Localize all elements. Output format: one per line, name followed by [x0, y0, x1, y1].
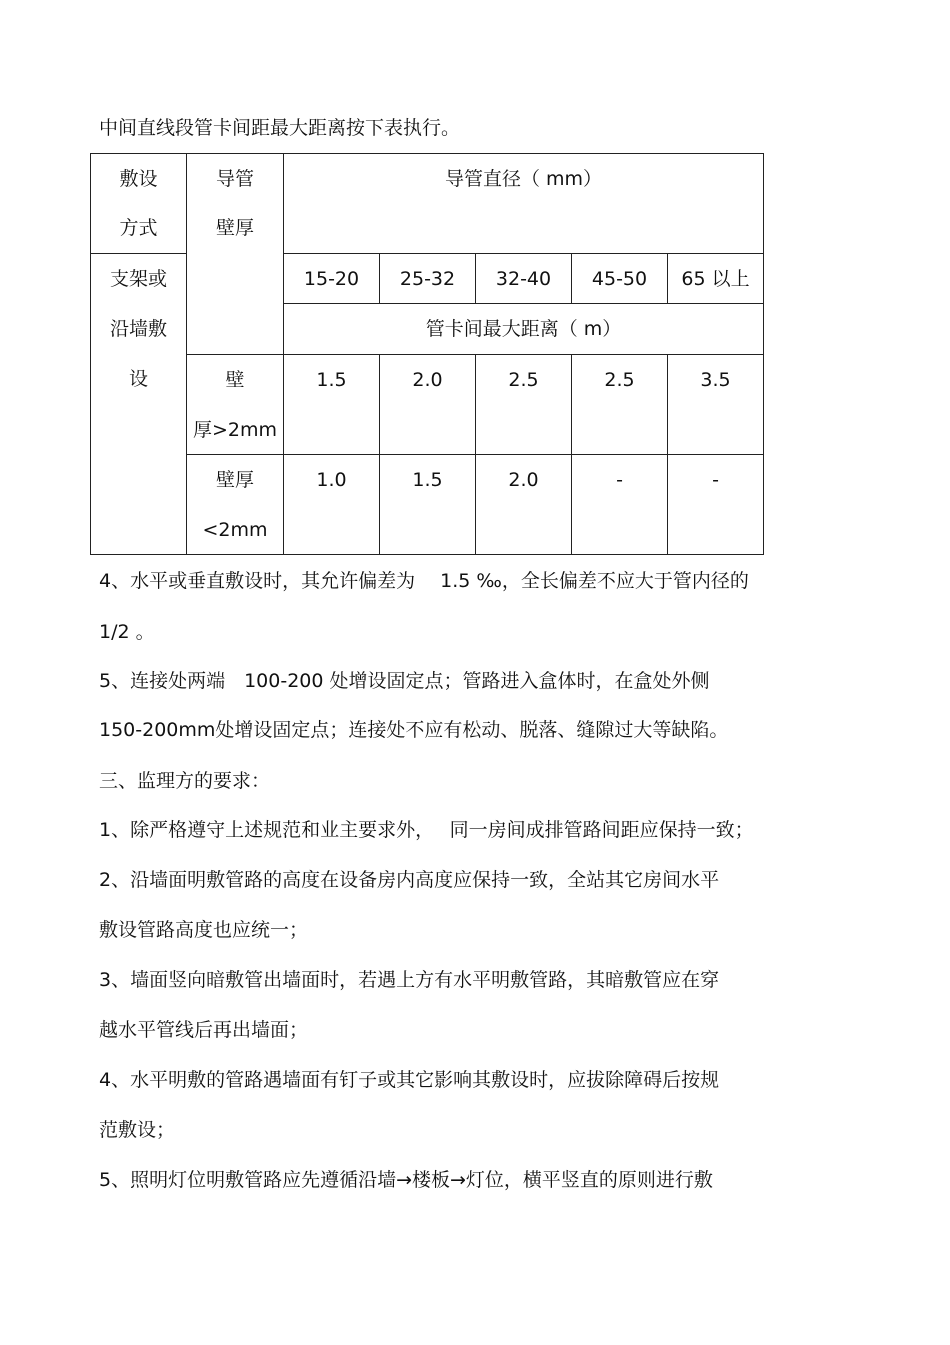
paragraph-line: 1/2 。 — [99, 621, 155, 643]
value-lt2-65-plus: - — [712, 469, 719, 491]
value-cell — [668, 455, 764, 555]
paragraph-line: 4、水平明敷的管路遇墙面有钉子或其它影响其敷设时，应拔除障碍后按规 — [99, 1069, 720, 1091]
header-diameter-text: 导管直径（ mm） — [444, 168, 603, 190]
paragraph-line: 150-200mm处增设固定点；连接处不应有松动、脱落、缝隙过大等缺陷。 — [99, 719, 729, 741]
value-cell — [572, 355, 668, 455]
value-cell — [668, 355, 764, 455]
value-cell — [476, 355, 572, 455]
header-thickness-line2: 壁厚 — [215, 217, 254, 239]
value-gt2-25-32: 2.0 — [412, 369, 443, 391]
paragraph-line: 2、沿墙面明敷管路的高度在设备房内高度应保持一致，全站其它房间水平 — [99, 869, 720, 891]
spacing-header-cell — [284, 304, 764, 355]
method-line2: 沿墙敷 — [109, 318, 167, 340]
paragraph-line: 5、连接处两端 100-200 处增设固定点；管路进入盒体时，在盒处外侧 — [99, 670, 710, 692]
diameter-cell — [284, 254, 380, 304]
value-gt2-15-20: 1.5 — [316, 369, 347, 391]
paragraph-line: 敷设管路高度也应统一； — [99, 919, 309, 941]
header-thickness-line1: 导管 — [215, 168, 254, 190]
thickness-lt2-line1: 壁厚 — [215, 469, 254, 491]
paragraph-line: 范敷设； — [99, 1119, 176, 1141]
value-cell — [380, 355, 476, 455]
thickness-lt2-line2: <2mm — [202, 519, 268, 541]
diameter-cell — [572, 254, 668, 304]
diameter-15-20: 15-20 — [303, 268, 360, 290]
spacing-header-text: 管卡间最大距离（ m） — [425, 318, 622, 340]
header-method-line2: 方式 — [119, 217, 158, 239]
paragraph-line: 越水平管线后再出墙面； — [99, 1019, 309, 1041]
intro-text: 中间直线段管卡间距最大距离按下表执行。 — [99, 117, 461, 139]
value-cell — [572, 455, 668, 555]
diameter-45-50: 45-50 — [591, 268, 648, 290]
value-cell — [284, 455, 380, 555]
diameter-65-plus: 65 以上 — [681, 268, 750, 290]
value-cell — [380, 455, 476, 555]
value-lt2-32-40: 2.0 — [508, 469, 539, 491]
value-lt2-25-32: 1.5 — [412, 469, 443, 491]
diameter-cell — [668, 254, 764, 304]
diameter-cell — [380, 254, 476, 304]
diameter-cell — [476, 254, 572, 304]
conduit-clip-spacing-table — [90, 153, 764, 555]
paragraph-line: 4、水平或垂直敷设时，其允许偏差为 1.5 ‰，全长偏差不应大于管内径的 — [99, 570, 749, 592]
diameter-25-32: 25-32 — [399, 268, 456, 290]
value-gt2-45-50: 2.5 — [604, 369, 635, 391]
thickness-lt2-cell — [187, 455, 284, 555]
paragraph-line: 3、墙面竖向暗敷管出墙面时，若遇上方有水平明敷管路，其暗敷管应在穿 — [99, 969, 720, 991]
value-cell — [284, 355, 380, 455]
method-line3: 设 — [128, 368, 148, 390]
value-gt2-32-40: 2.5 — [508, 369, 539, 391]
header-wall-thickness — [187, 154, 284, 355]
value-gt2-65-plus: 3.5 — [700, 369, 731, 391]
header-installation-method — [91, 154, 187, 254]
thickness-gt2-line2: 厚>2mm — [192, 419, 278, 441]
paragraph-line: 5、照明灯位明敷管路应先遵循沿墙→楼板→灯位，横平竖直的原则进行敷 — [99, 1169, 713, 1191]
method-line1: 支架或 — [109, 268, 167, 290]
value-lt2-45-50: - — [616, 469, 623, 491]
paragraph-line: 1、除严格遵守上述规范和业主要求外， 同一房间成排管路间距应保持一致； — [99, 819, 754, 841]
header-conduit-diameter — [284, 154, 764, 254]
thickness-gt2-line1: 壁 — [225, 369, 245, 391]
diameter-32-40: 32-40 — [495, 268, 552, 290]
value-lt2-15-20: 1.0 — [316, 469, 347, 491]
method-value-cell — [91, 254, 187, 555]
header-method-line1: 敷设 — [119, 168, 158, 190]
value-cell — [476, 455, 572, 555]
thickness-gt2-cell — [187, 355, 284, 455]
section-heading: 三、监理方的要求： — [99, 770, 271, 792]
